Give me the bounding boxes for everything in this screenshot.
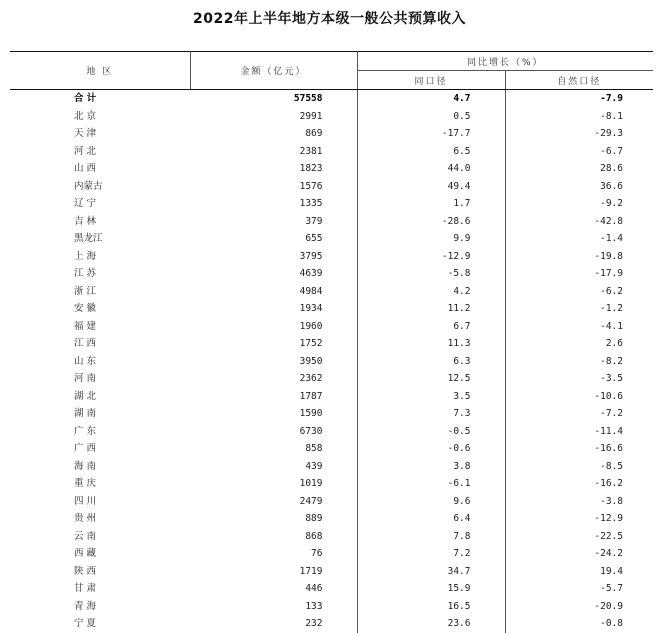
amount-cell: 439 bbox=[190, 458, 357, 476]
amount-cell: 2381 bbox=[190, 143, 357, 161]
total-row bbox=[10, 90, 653, 108]
natural-basis-cell: -7.2 bbox=[600, 408, 623, 419]
table-row bbox=[10, 125, 653, 143]
amount-cell: 1335 bbox=[190, 195, 357, 213]
natural-basis-cell: -5.7 bbox=[600, 583, 623, 594]
amount-cell: 1752 bbox=[190, 335, 357, 353]
table-row bbox=[10, 388, 653, 406]
same-basis-cell: 12.5 bbox=[357, 370, 505, 388]
amount-cell: 379 bbox=[190, 213, 357, 231]
region-cell: 辽 宁 bbox=[74, 198, 97, 209]
natural-basis-cell: -16.2 bbox=[594, 478, 623, 489]
region-cell: 吉 林 bbox=[74, 215, 97, 227]
region-cell: 浙 江 bbox=[74, 285, 97, 297]
amount-cell: 868 bbox=[190, 528, 357, 546]
same-basis-cell: 11.2 bbox=[357, 300, 505, 318]
same-basis-cell: 0.5 bbox=[357, 108, 505, 126]
same-basis-cell: 7.3 bbox=[357, 405, 505, 423]
amount-cell: 1787 bbox=[190, 388, 357, 406]
table-row bbox=[10, 160, 653, 178]
table-row bbox=[10, 458, 653, 476]
natural-basis-cell: -11.4 bbox=[594, 425, 623, 437]
natural-basis-cell: -42.8 bbox=[594, 215, 623, 227]
amount-cell: 6730 bbox=[190, 423, 357, 441]
region-cell: 山 西 bbox=[74, 163, 97, 174]
same-basis-cell: 6.3 bbox=[357, 353, 505, 371]
table-row bbox=[10, 405, 653, 423]
same-basis-cell: 34.7 bbox=[357, 563, 505, 581]
natural-basis-cell: -20.9 bbox=[594, 600, 623, 612]
natural-basis-cell: -24.2 bbox=[594, 548, 623, 559]
region-cell: 河 北 bbox=[74, 145, 97, 157]
table-row bbox=[10, 528, 653, 546]
region-cell: 宁 夏 bbox=[74, 618, 97, 629]
region-cell: 江 苏 bbox=[74, 268, 97, 279]
natural-basis-cell: 19.4 bbox=[600, 565, 623, 577]
table-row bbox=[10, 230, 653, 248]
natural-basis-cell: -8.2 bbox=[600, 355, 623, 367]
natural-basis-cell: -22.5 bbox=[594, 530, 623, 542]
amount-cell: 1934 bbox=[190, 300, 357, 318]
table-row bbox=[10, 598, 653, 616]
same-basis-cell: 11.3 bbox=[357, 335, 505, 353]
same-basis-cell: -5.8 bbox=[357, 265, 505, 283]
table-row bbox=[10, 475, 653, 493]
region-cell: 湖 北 bbox=[74, 390, 97, 402]
same-basis-cell: -12.9 bbox=[357, 248, 505, 266]
table-header bbox=[10, 52, 653, 90]
natural-basis-column-header: 自然口径 bbox=[505, 71, 653, 90]
natural-basis-cell: -17.9 bbox=[594, 268, 623, 279]
region-cell: 云 南 bbox=[74, 530, 97, 542]
amount-cell: 4984 bbox=[190, 283, 357, 301]
natural-basis-cell: -3.8 bbox=[600, 495, 623, 507]
table-row bbox=[10, 615, 653, 633]
amount-cell: 57558 bbox=[190, 90, 357, 108]
table-row bbox=[10, 178, 653, 196]
natural-basis-cell: -0.8 bbox=[600, 618, 623, 629]
natural-basis-cell: -6.7 bbox=[600, 145, 623, 157]
region-cell: 海 南 bbox=[74, 460, 97, 472]
amount-cell: 858 bbox=[190, 440, 357, 458]
table-row bbox=[10, 545, 653, 563]
table-row bbox=[10, 248, 653, 266]
same-basis-cell: 4.2 bbox=[357, 283, 505, 301]
amount-cell: 889 bbox=[190, 510, 357, 528]
table-row bbox=[10, 370, 653, 388]
amount-cell: 1719 bbox=[190, 563, 357, 581]
amount-cell: 232 bbox=[190, 615, 357, 633]
table-row bbox=[10, 335, 653, 353]
natural-basis-cell: -29.3 bbox=[594, 128, 623, 139]
table-row bbox=[10, 440, 653, 458]
same-basis-cell: 15.9 bbox=[357, 580, 505, 598]
table-row bbox=[10, 265, 653, 283]
same-basis-cell: 3.5 bbox=[357, 388, 505, 406]
same-basis-cell: 6.5 bbox=[357, 143, 505, 161]
table-row bbox=[10, 580, 653, 598]
table-row bbox=[10, 143, 653, 161]
natural-basis-cell: 28.6 bbox=[600, 163, 623, 174]
natural-basis-cell: -4.1 bbox=[600, 320, 623, 332]
region-cell: 内蒙古 bbox=[74, 180, 103, 192]
natural-basis-cell: -3.5 bbox=[600, 373, 623, 384]
natural-basis-cell: -7.9 bbox=[600, 93, 623, 104]
same-basis-cell: 44.0 bbox=[357, 160, 505, 178]
region-cell: 甘 肃 bbox=[74, 583, 97, 594]
natural-basis-cell: -6.2 bbox=[600, 285, 623, 297]
region-cell: 合 计 bbox=[74, 93, 97, 104]
table-row bbox=[10, 510, 653, 528]
region-column-header: 地 区 bbox=[10, 52, 190, 90]
region-cell: 陕 西 bbox=[74, 565, 97, 577]
same-basis-cell: -17.7 bbox=[357, 125, 505, 143]
region-cell: 重 庆 bbox=[74, 478, 97, 489]
table-body bbox=[10, 90, 653, 633]
amount-cell: 4639 bbox=[190, 265, 357, 283]
natural-basis-cell: -19.8 bbox=[594, 250, 623, 262]
same-basis-cell: 6.4 bbox=[357, 510, 505, 528]
table-row bbox=[10, 353, 653, 371]
table-row bbox=[10, 423, 653, 441]
same-basis-cell: 7.2 bbox=[357, 545, 505, 563]
region-cell: 广 东 bbox=[74, 425, 97, 437]
table-row bbox=[10, 195, 653, 213]
amount-cell: 869 bbox=[190, 125, 357, 143]
same-basis-cell: 3.8 bbox=[357, 458, 505, 476]
natural-basis-cell: -8.1 bbox=[600, 110, 623, 122]
natural-basis-cell: 2.6 bbox=[605, 338, 623, 349]
natural-basis-cell: -8.5 bbox=[600, 460, 623, 472]
same-basis-cell: -0.6 bbox=[357, 440, 505, 458]
same-basis-cell: 49.4 bbox=[357, 178, 505, 196]
natural-basis-cell: -16.6 bbox=[594, 443, 623, 454]
region-cell: 西 藏 bbox=[74, 548, 97, 559]
amount-cell: 1823 bbox=[190, 160, 357, 178]
same-basis-cell: 6.7 bbox=[357, 318, 505, 336]
same-basis-column-header: 同口径 bbox=[357, 71, 505, 90]
table-row bbox=[10, 493, 653, 511]
same-basis-cell: 23.6 bbox=[357, 615, 505, 633]
natural-basis-cell: -12.9 bbox=[594, 513, 623, 524]
region-cell: 青 海 bbox=[74, 600, 97, 612]
region-cell: 安 徽 bbox=[74, 303, 97, 314]
amount-cell: 133 bbox=[190, 598, 357, 616]
amount-cell: 2479 bbox=[190, 493, 357, 511]
region-cell: 湖 南 bbox=[74, 408, 97, 419]
same-basis-cell: 1.7 bbox=[357, 195, 505, 213]
table-row bbox=[10, 318, 653, 336]
region-cell: 贵 州 bbox=[74, 513, 97, 524]
same-basis-cell: 9.9 bbox=[357, 230, 505, 248]
region-cell: 天 津 bbox=[74, 128, 97, 139]
region-cell: 福 建 bbox=[74, 320, 97, 332]
same-basis-cell: 7.8 bbox=[357, 528, 505, 546]
region-cell: 黑龙江 bbox=[74, 233, 103, 244]
same-basis-cell: -0.5 bbox=[357, 423, 505, 441]
amount-cell: 2362 bbox=[190, 370, 357, 388]
growth-column-header: 同比增长（%） bbox=[357, 52, 653, 71]
amount-column-header: 金额（亿元） bbox=[190, 52, 357, 90]
natural-basis-cell: -1.2 bbox=[600, 303, 623, 314]
amount-cell: 1019 bbox=[190, 475, 357, 493]
amount-cell: 1590 bbox=[190, 405, 357, 423]
table-row bbox=[10, 300, 653, 318]
natural-basis-cell: -1.4 bbox=[600, 233, 623, 244]
natural-basis-cell: -9.2 bbox=[600, 198, 623, 209]
amount-cell: 1576 bbox=[190, 178, 357, 196]
natural-basis-cell: 36.6 bbox=[600, 180, 623, 192]
natural-basis-cell: -10.6 bbox=[594, 390, 623, 402]
same-basis-cell: 16.5 bbox=[357, 598, 505, 616]
table-row bbox=[10, 283, 653, 301]
region-cell: 江 西 bbox=[74, 338, 97, 349]
table-row bbox=[10, 563, 653, 581]
same-basis-cell: 4.7 bbox=[357, 90, 505, 108]
region-cell: 北 京 bbox=[74, 110, 97, 122]
amount-cell: 2991 bbox=[190, 108, 357, 126]
region-cell: 四 川 bbox=[74, 495, 97, 507]
amount-cell: 3950 bbox=[190, 353, 357, 371]
region-cell: 广 西 bbox=[74, 443, 97, 454]
amount-cell: 3795 bbox=[190, 248, 357, 266]
same-basis-cell: 9.6 bbox=[357, 493, 505, 511]
same-basis-cell: -28.6 bbox=[357, 213, 505, 231]
same-basis-cell: -6.1 bbox=[357, 475, 505, 493]
amount-cell: 655 bbox=[190, 230, 357, 248]
region-cell: 河 南 bbox=[74, 373, 97, 384]
region-cell: 山 东 bbox=[74, 355, 97, 367]
table-row bbox=[10, 213, 653, 231]
amount-cell: 446 bbox=[190, 580, 357, 598]
amount-cell: 1960 bbox=[190, 318, 357, 336]
region-cell: 上 海 bbox=[74, 250, 97, 262]
table-row bbox=[10, 108, 653, 126]
amount-cell: 76 bbox=[190, 545, 357, 563]
revenue-table bbox=[10, 51, 653, 633]
page-title: 2022年上半年地方本级一般公共预算收入 bbox=[193, 11, 466, 27]
